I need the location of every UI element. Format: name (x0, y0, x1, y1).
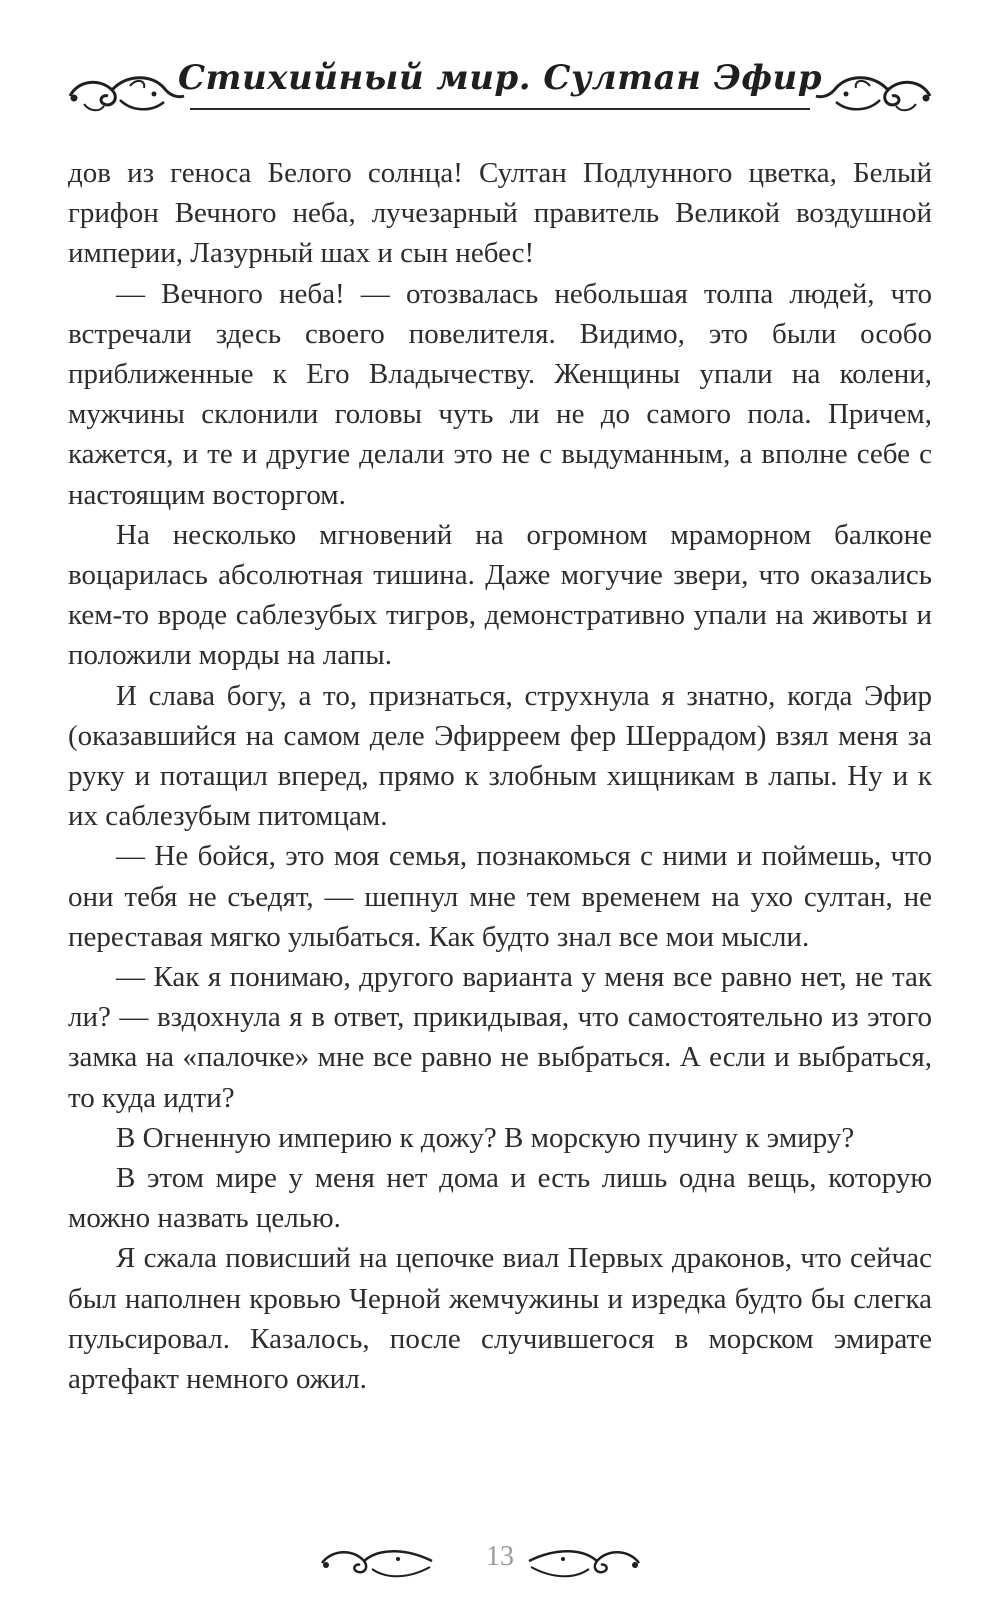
paragraph: В этом мире у меня нет дома и есть лишь одна вещь, которую можно назвать целью. (68, 1162, 932, 1235)
page-number: 13 (486, 1541, 514, 1572)
page-footer (0, 1535, 1000, 1595)
paragraph: И слава богу, а то, признаться, струхнула я знатно, когда Эфир (оказавшийся на самом деле Эфирреем фер Шеррадом) взял меня за руку и потащил вперед, прямо к злобным хищникам в лапы. Ну и к их саблезубым питомцам. (68, 679, 932, 833)
paragraph: дов из геноса Белого солнца! Султан Подлунного цветка, Белый грифон Вечного неба, лучезарный правитель Великой воздушной империи, Лазурный шах и сын небес! (68, 157, 932, 270)
paragraph: — Вечного неба! — отозвалась небольшая толпа людей, что встречали здесь своего повелителя. Видимо, это были особо приближенные к Его Владычеству. Женщины упали на колени, мужчины склонили головы чуть ли не до самого пола. Причем, кажется, и те и другие делали это не с выдуманным, а вполне себе с настоящим восторгом. (68, 277, 932, 511)
header-title: Стихийный мир. Султан Эфир (177, 58, 822, 98)
paragraph: В Огненную империю к дожу? В морскую пучину к эмиру? (116, 1121, 855, 1154)
running-header (60, 40, 940, 130)
footer-right-flourish-icon (525, 1539, 643, 1583)
header-rule (190, 108, 810, 110)
body-text (68, 153, 932, 1399)
right-flourish-ornament-icon (815, 68, 940, 118)
paragraph: — Как я понимаю, другого варианта у меня все равно нет, не так ли? — вздохнула я в ответ, прикидывая, что самостоятельно из этого замка на «палочке» мне все равно не выбраться. А если и выбраться, то куда идти? (68, 961, 932, 1114)
paragraph: На несколько мгновений на огромном мраморном балконе воцарилась абсолютная тишина. Даже могучие звери, что оказались кем-то вроде саблезубых тигров, демонстративно упали на животы и положили морды на лапы. (68, 518, 932, 672)
footer-left-flourish-icon (318, 1539, 436, 1583)
paragraph: Я сжала повисший на цепочке виал Первых драконов, что сейчас был наполнен кровью Черной жемчужины и изредка будто бы слегка пульсировал. Казалось, после случившегося в морском эмирате артефакт немного ожил. (68, 1242, 932, 1396)
paragraph: — Не бойся, это моя семья, познакомься с ними и поймешь, что они тебя не съедят, — шепнул мне тем временем на ухо султан, не переставая мягко улыбаться. Как будто знал все мои мысли. (68, 840, 932, 953)
